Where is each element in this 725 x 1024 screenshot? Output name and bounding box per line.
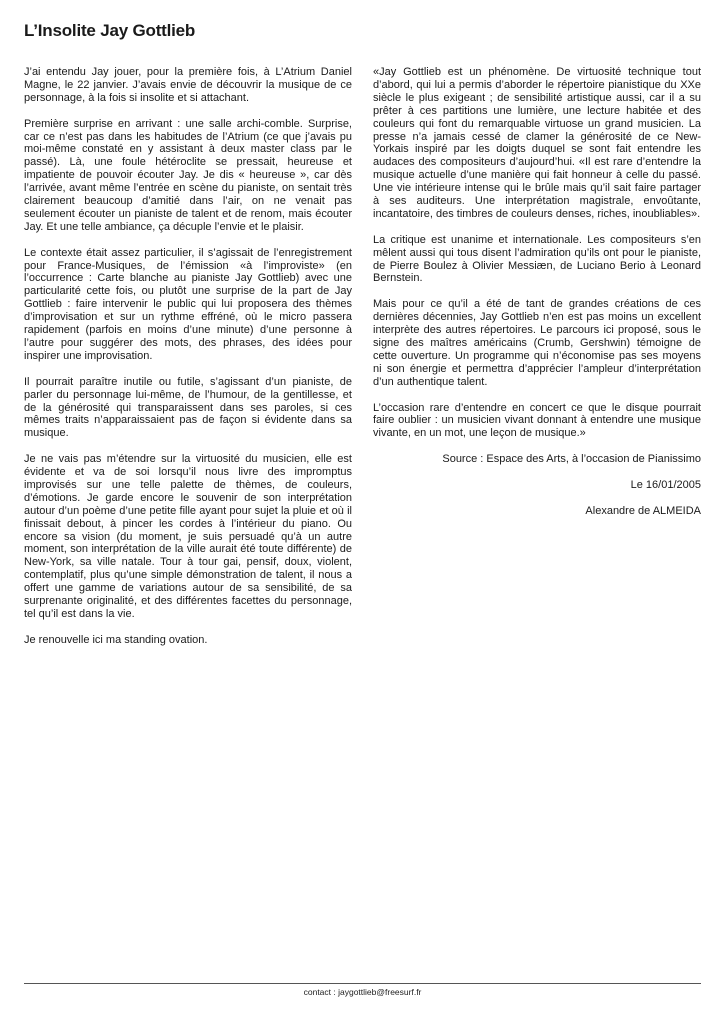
contact-label: contact : [303, 987, 339, 997]
paragraph: Je renouvelle ici ma standing ovation. [24, 633, 208, 646]
paragraph: La critique est unanime et internationale. Les compositeurs s’en mêlent aussi qui tous disent l’admiration qu’ils ont pour le pianiste, de Pierre Boulez à Olivier Messiæn, de Luciano Berio à Leonard Bernstein. [373, 233, 701, 285]
date-line: Le 16/01/2005 [630, 478, 701, 491]
footer-divider [24, 983, 701, 984]
footer [0, 987, 725, 997]
article-title: L’Insolite Jay Gottlieb [24, 21, 196, 40]
source-line: Source : Espace des Arts, à l’occasion de Pianissimo [442, 453, 701, 466]
paragraph: Première surprise en arrivant : une salle archi-comble. Surprise, car ce n’est pas dans les habitudes de l’Atrium (ce que j’avais pu moi-même constaté en y assistant à deux master class par le passé). Là, une foule hétéroclite se pressait, heureuse et impatiente de pouvoir écouter Jay. Je dis « heureuse », car dès l’arrivée, avant même l’entrée en scène du pianiste, on sentait très clairement beaucoup d’amitié dans l’air, on ne venait pas seulement écouter un pianiste de talent et de renom, mais écouter Jay. Et une telle ambiance, ça décuple l’envie et le plaisir. [24, 117, 352, 233]
paragraph: L’occasion rare d’entendre en concert ce que le disque pourrait faire oublier : un musicien vivant donnant à entendre une musique vivante, en un mot, une leçon de musique.» [373, 401, 701, 440]
quote-paragraph: «Jay Gottlieb est un phénomène. De virtuosité technique tout d’abord, qui lui a permis d’aborder le répertoire pianistique du XXe siècle le plus exigeant ; de sensibilité artistique aussi, car il a su prêter à ces partitions une lumière, une lecture habitée et des couleurs qui font du remarquable virtuose un grand musicien. La presse n’a jamais cessé de clamer la générosité de ce New-Yorkais inspiré par les doigts duquel se sont fait entendre les audaces des compositeurs d’aujourd’hui. «Il est rare d’entendre la musique actuelle d’une manière qui fait honneur à celle du passé. Une vie intérieure intense qui le brûle mais qu’il sait faire partager à ses auditeurs. Une interprétation magistrale, envoûtante, incantatoire, des timbres de couleurs denses, riches, inoubliables». [373, 66, 701, 220]
left-column [24, 66, 352, 660]
paragraph: Il pourrait paraître inutile ou futile, s’agissant d’un pianiste, de parler du personnage lui-même, de l’humour, de la gentillesse, et de la générosité qui transparaissent dans ses paroles, si ces mêmes traits n’apparaissaient pas de façon si évidente dans sa musique. [24, 375, 352, 440]
paragraph: Le contexte était assez particulier, il s’agissait de l’enregistrement pour France-Musiques, de l’émission «à l’improviste» (en l’occurrence : Carte blanche au pianiste Jay Gottlieb) avec une particularité cette fois, ou plutôt une surprise de la part de Jay Gottlieb : faire intervenir le public qui lui proposera des thèmes d’improvisation et sur un rythme effréné, où le micro passera rapidement (parfois en moins d’une minute) d’une personne à l’autre pour suggérer des mots, des phrases, des idées pour inspirer une improvisation. [24, 246, 352, 362]
right-column [373, 66, 701, 531]
paragraph: J’ai entendu Jay jouer, pour la première fois, à L’Atrium Daniel Magne, le 22 janvier. J’avais envie de découvrir la musique de ce personnage, à la fois si insolite et si attachant. [24, 66, 352, 104]
contact-email-link[interactable]: jaygottlieb@freesurf.fr [338, 987, 422, 997]
paragraph: Mais pour ce qu’il a été de tant de grandes créations de ces dernières décennies, Jay Gottlieb n’en est pas moins un excellent interprète des autres répertoires. Le parcours ici proposé, sous le signe des maîtres américains (Crumb, Gershwin) témoigne de cette ouverture. Un programme qui n’économise pas ses moyens ni son énergie et permettra d’apprécier l’ampleur d’interprétation d’un authentique talent. [373, 298, 701, 388]
paragraph: Je ne vais pas m’étendre sur la virtuosité du musicien, elle est évidente et va de soi lorsqu’il nous livre des impromptus improvisés sur une telle palette de thèmes, de couleurs, d’émotions. Je garde encore le souvenir de son interprétation autour d’un poème d’une petite fille ayant pour sujet la pluie et où il finissait debout, à pincer les cordes à l’intérieur du piano. Ou encore sa vision (du moment, je suis persuadé qu’à un autre moment, son interprétation de la ville aurait été toute différente) de New-York, sa ville natale. Tour à tour gai, pensif, doux, violent, contemplatif, plus qu’une simple démonstration de talent, il nous a offert une gamme de variations autour de sa sensibilité, de sa surprenante originalité, et des différentes facettes du personnage, tel qu’il est dans la vie. [24, 453, 352, 620]
author-name: Alexandre de ALMEIDA [585, 504, 701, 517]
